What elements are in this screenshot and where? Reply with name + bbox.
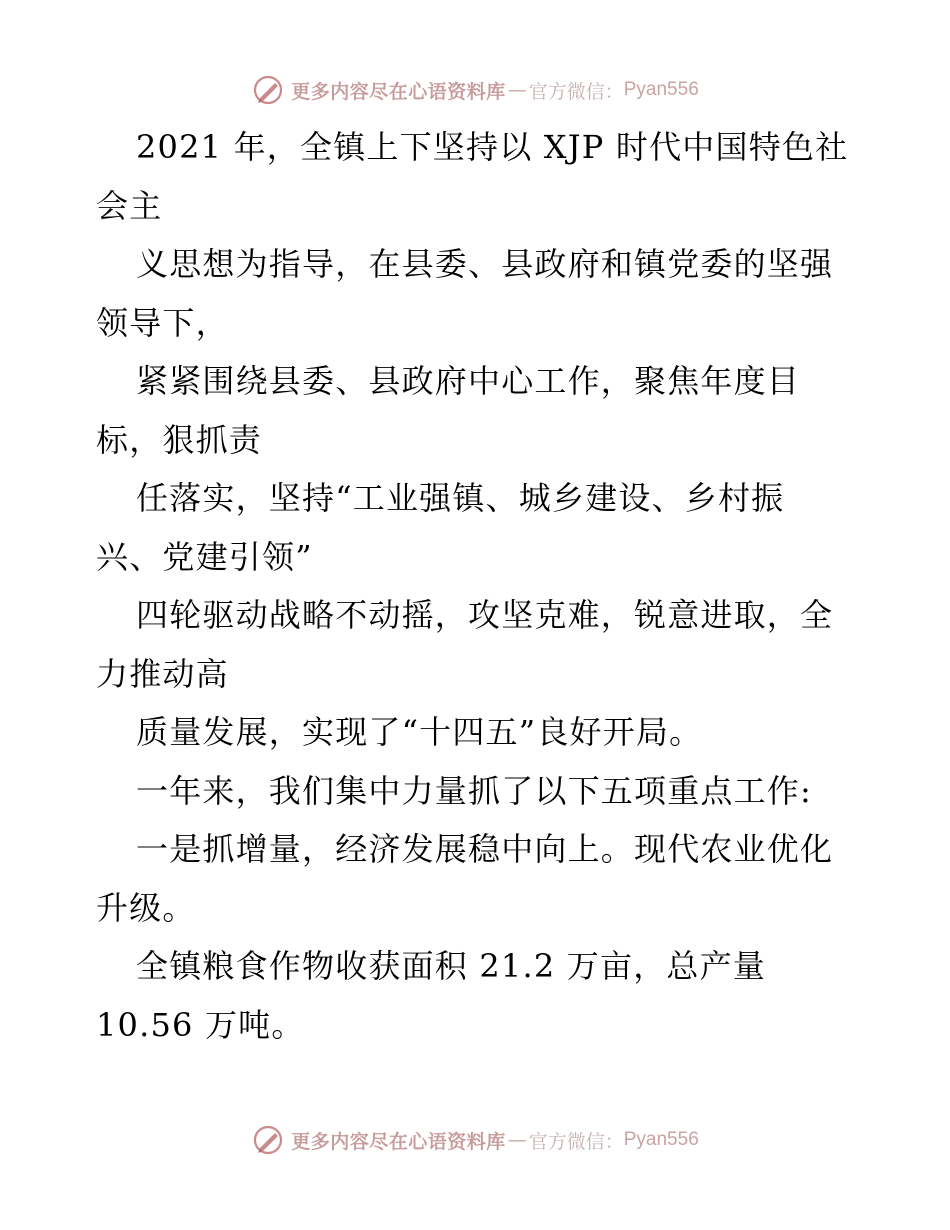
watermark-dash: — (507, 79, 527, 101)
text-line: 会主 (96, 186, 163, 225)
document-body (96, 118, 896, 1054)
text-line: 一年来，我们集中力量抓了以下五项重点工作: (136, 771, 812, 810)
header-watermark (0, 70, 950, 110)
text-line: 任落实，坚持“工业强镇、城乡建设、乡村振 (136, 479, 785, 517)
text-line: 紧紧围绕县委、县政府中心工作，聚焦年度目 (136, 362, 801, 400)
text-line: 2021 年，全镇上下坚持以 XJP 时代中国特色社 (136, 128, 849, 166)
watermark-wechat-id: Pyan556 (623, 1129, 699, 1150)
text-line: 标，狠抓责 (96, 420, 263, 459)
watermark-dash: — (507, 1129, 527, 1151)
text-line: 一是抓增量，经济发展稳中向上。现代农业优化 (136, 830, 834, 868)
text-line: 全镇粮食作物收获面积 21.2 万亩，总产量 (136, 947, 766, 985)
text-line: 四轮驱动战略不动摇，攻坚克难，锐意进取，全 (136, 596, 834, 634)
text-line: 领导下， (96, 303, 229, 342)
pen-logo-icon (251, 73, 285, 107)
watermark-label: 官方微信： (528, 80, 624, 103)
text-line: 质量发展，实现了“十四五”良好开局。 (136, 713, 703, 751)
watermark-brand: 更多内容尽在心语资料库 (291, 80, 506, 103)
pen-logo-icon (251, 1123, 285, 1157)
watermark-brand: 更多内容尽在心语资料库 (291, 1130, 506, 1153)
watermark-label: 官方微信： (528, 1130, 624, 1153)
text-line: 义思想为指导，在县委、县政府和镇党委的坚强 (136, 245, 834, 283)
text-line: 10.56 万吨。 (96, 1005, 305, 1044)
text-line: 升级。 (96, 888, 196, 927)
watermark-wechat-id: Pyan556 (623, 79, 699, 100)
text-line: 力推动高 (96, 654, 229, 693)
footer-watermark (0, 1120, 950, 1160)
text-line: 兴、党建引领” (96, 537, 313, 576)
